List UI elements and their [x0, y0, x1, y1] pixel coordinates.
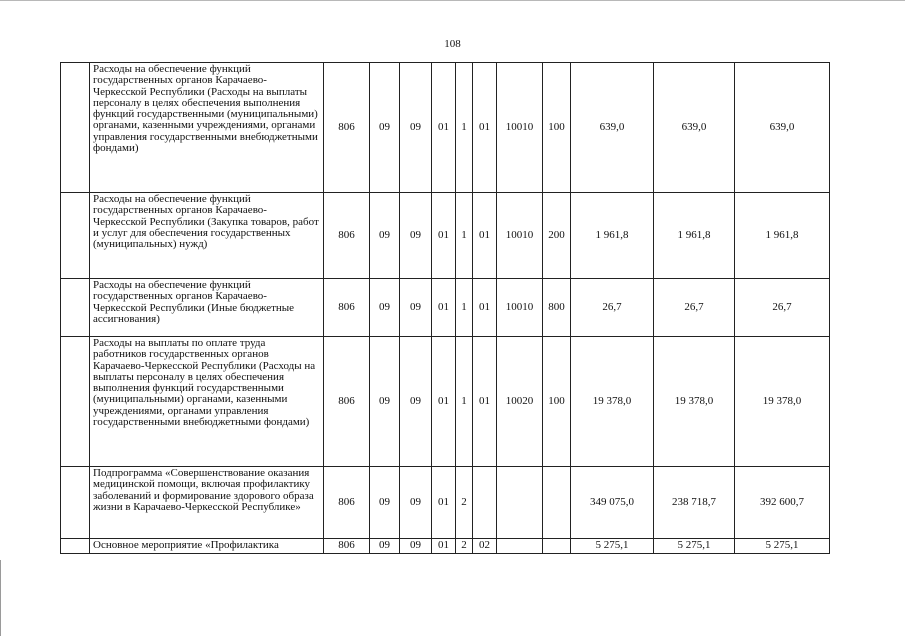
- amount-year-2: 639,0: [654, 63, 735, 193]
- amount-year-1: 19 378,0: [571, 337, 654, 467]
- ministry-code: 806: [324, 279, 370, 337]
- amount-year-3: 1 961,8: [735, 193, 830, 279]
- subprogram-code: 2: [456, 539, 473, 554]
- table-row: [61, 193, 830, 279]
- direction-code: [497, 467, 543, 539]
- subsection-code: 09: [400, 193, 432, 279]
- section-code: 09: [370, 337, 400, 467]
- activity-code: 01: [473, 279, 497, 337]
- activity-code: [473, 467, 497, 539]
- amount-year-3: 26,7: [735, 279, 830, 337]
- direction-code: [497, 539, 543, 554]
- amount-year-2: 26,7: [654, 279, 735, 337]
- blank-cell: [61, 63, 90, 193]
- ministry-code: 806: [324, 193, 370, 279]
- amount-year-1: 639,0: [571, 63, 654, 193]
- budget-table: [60, 62, 830, 554]
- program-code: 01: [432, 193, 456, 279]
- blank-cell: [61, 539, 90, 554]
- amount-year-3: 392 600,7: [735, 467, 830, 539]
- scan-top-edge: [0, 0, 905, 1]
- ministry-code: 806: [324, 63, 370, 193]
- program-code: 01: [432, 539, 456, 554]
- section-code: 09: [370, 63, 400, 193]
- expense-name: Основное мероприятие «Профилактика: [90, 539, 324, 554]
- expense-name: Расходы на обеспечение функций государственных органов Карачаево-Черкесской Республики (Расходы на выплаты персоналу в целях обеспечения выполнения функций государственными (муниципальными) органами, казенными учреждениями, органами управления государственными внебюджетными фондами): [90, 63, 324, 193]
- blank-cell: [61, 467, 90, 539]
- blank-cell: [61, 279, 90, 337]
- expense-type-code: 800: [543, 279, 571, 337]
- table-row: [61, 337, 830, 467]
- amount-year-3: 5 275,1: [735, 539, 830, 554]
- activity-code: 01: [473, 337, 497, 467]
- scan-left-edge: [0, 560, 1, 636]
- expense-name: Расходы на выплаты по оплате труда работников государственных органов Карачаево-Черкесской Республики (Расходы на выплаты персоналу в целях обеспечения выполнения функций государственными (муниципальными) органами, казенными учреждениями, органами управления государственными внебюджетными фондами): [90, 337, 324, 467]
- activity-code: 01: [473, 193, 497, 279]
- subprogram-code: 1: [456, 279, 473, 337]
- direction-code: 10010: [497, 193, 543, 279]
- activity-code: 01: [473, 63, 497, 193]
- amount-year-2: 5 275,1: [654, 539, 735, 554]
- amount-year-1: 26,7: [571, 279, 654, 337]
- amount-year-3: 639,0: [735, 63, 830, 193]
- amount-year-2: 19 378,0: [654, 337, 735, 467]
- expense-name: Расходы на обеспечение функций государственных органов Карачаево-Черкесской Республики (Закупка товаров, работ и услуг для обеспечения государственных (муниципальных) нужд): [90, 193, 324, 279]
- amount-year-2: 238 718,7: [654, 467, 735, 539]
- expense-name: Подпрограмма «Совершенствование оказания медицинской помощи, включая профилактику заболеваний и формирование здорового образа жизни в Карачаево-Черкесской Республике»: [90, 467, 324, 539]
- blank-cell: [61, 193, 90, 279]
- table-row: [61, 467, 830, 539]
- section-code: 09: [370, 539, 400, 554]
- ministry-code: 806: [324, 337, 370, 467]
- page-number: 108: [444, 38, 461, 50]
- amount-year-1: 5 275,1: [571, 539, 654, 554]
- amount-year-2: 1 961,8: [654, 193, 735, 279]
- direction-code: 10020: [497, 337, 543, 467]
- subsection-code: 09: [400, 63, 432, 193]
- table-row: [61, 539, 830, 554]
- expense-type-code: [543, 539, 571, 554]
- table-row: [61, 279, 830, 337]
- program-code: 01: [432, 337, 456, 467]
- expense-name: Расходы на обеспечение функций государственных органов Карачаево-Черкесской Республики (Иные бюджетные ассигнования): [90, 279, 324, 337]
- subprogram-code: 1: [456, 337, 473, 467]
- expense-type-code: 100: [543, 63, 571, 193]
- program-code: 01: [432, 467, 456, 539]
- amount-year-1: 349 075,0: [571, 467, 654, 539]
- expense-type-code: 200: [543, 193, 571, 279]
- blank-cell: [61, 337, 90, 467]
- amount-year-1: 1 961,8: [571, 193, 654, 279]
- activity-code: 02: [473, 539, 497, 554]
- ministry-code: 806: [324, 467, 370, 539]
- section-code: 09: [370, 467, 400, 539]
- expense-type-code: [543, 467, 571, 539]
- subprogram-code: 1: [456, 193, 473, 279]
- subsection-code: 09: [400, 337, 432, 467]
- ministry-code: 806: [324, 539, 370, 554]
- section-code: 09: [370, 279, 400, 337]
- expense-type-code: 100: [543, 337, 571, 467]
- program-code: 01: [432, 279, 456, 337]
- subprogram-code: 2: [456, 467, 473, 539]
- direction-code: 10010: [497, 63, 543, 193]
- amount-year-3: 19 378,0: [735, 337, 830, 467]
- table-row: [61, 63, 830, 193]
- subsection-code: 09: [400, 467, 432, 539]
- subsection-code: 09: [400, 279, 432, 337]
- subprogram-code: 1: [456, 63, 473, 193]
- program-code: 01: [432, 63, 456, 193]
- subsection-code: 09: [400, 539, 432, 554]
- direction-code: 10010: [497, 279, 543, 337]
- section-code: 09: [370, 193, 400, 279]
